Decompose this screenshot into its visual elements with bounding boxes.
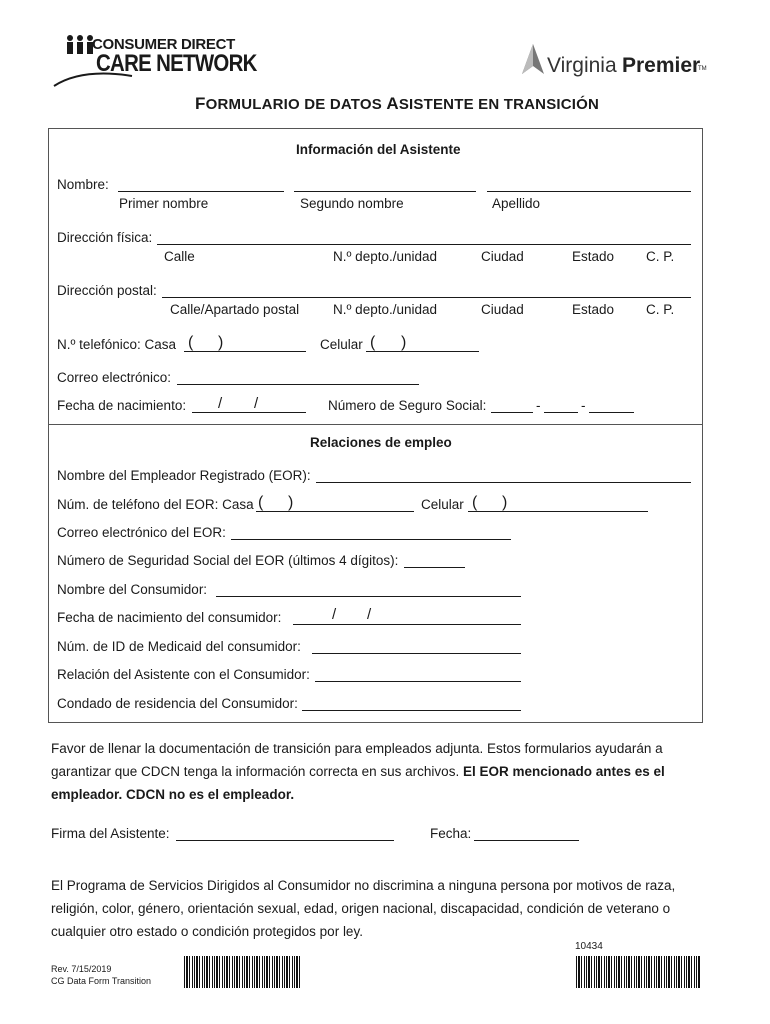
county-field[interactable] [302, 710, 521, 711]
instructions-text: Favor de llenar la documentación de transición para empleados adjunta. Estos formularios ayudarán a garantizar que CDCN tenga la información correcta en sus archivos. [51, 741, 663, 779]
physical-address-label: Dirección física: [57, 230, 153, 245]
section1-heading: Información del Asistente [296, 142, 461, 157]
email-label: Correo electrónico: [57, 370, 172, 385]
instructions-bold-text: El EOR mencionado antes es el empleador. CDCN no es el empleador. [51, 764, 665, 802]
phone-home-paren-open: ( [188, 334, 194, 351]
physical-address-field[interactable] [157, 244, 691, 245]
barcode-right [576, 956, 700, 988]
postal-address-label: Dirección postal: [57, 283, 157, 298]
ssn-field-2[interactable] [544, 412, 578, 413]
signature-label: Firma del Asistente: [51, 826, 170, 841]
phone-cell-paren-close: ) [401, 334, 407, 351]
signature-field[interactable] [176, 840, 394, 841]
unit-caption-2: N.º depto./unidad [333, 302, 438, 317]
signature-date-field[interactable] [474, 840, 579, 841]
eor-name-field[interactable] [316, 482, 691, 483]
unit-caption: N.º depto./unidad [333, 249, 438, 264]
vp-logo-light: Virginia [547, 54, 617, 77]
form-code: 10434 [575, 941, 603, 952]
ssn-field-3[interactable] [589, 412, 634, 413]
ssn-field-1[interactable] [491, 412, 533, 413]
eor-phone-paren-open: ( [258, 494, 264, 511]
vp-logo-tm: TM [698, 66, 707, 72]
cdcn-logo-line1: CONSUMER DIRECT [92, 36, 236, 53]
phone-home-paren-close: ) [218, 334, 224, 351]
zip-caption: C. P. [646, 249, 675, 264]
phone-cell-paren-open: ( [370, 334, 376, 351]
title-cap-1: F [195, 94, 206, 113]
instructions-paragraph [51, 737, 701, 806]
email-field[interactable] [177, 384, 419, 385]
virginia-premier-logo [520, 42, 720, 82]
city-caption: Ciudad [481, 249, 524, 264]
ssn-dash-2: - [581, 398, 586, 413]
form-title [195, 94, 599, 114]
cdcn-logo-line2: CARE NETWORK [96, 50, 257, 77]
eor-email-field[interactable] [231, 539, 511, 540]
relation-label: Relación del Asistente con el Consumidor: [57, 667, 310, 682]
first-name-field[interactable] [118, 191, 284, 192]
title-rest-2: SISTENTE EN TRANSICIÓN [398, 96, 600, 113]
cdcn-logo [52, 30, 257, 90]
ssn-dash-1: - [536, 398, 541, 413]
medicaid-label: Núm. de ID de Medicaid del consumidor: [57, 639, 301, 654]
consumer-dob-slash-1: / [332, 606, 337, 623]
eor-ssn-label: Número de Seguridad Social del EOR (últimos 4 dígitos): [57, 553, 399, 568]
consumer-name-label: Nombre del Consumidor: [57, 582, 208, 597]
swoosh-icon [52, 62, 142, 88]
consumer-dob-slash-2: / [367, 606, 372, 623]
dob-slash-2: / [254, 395, 259, 412]
eor-phone-paren-close: ) [288, 494, 294, 511]
middle-name-caption: Segundo nombre [300, 196, 404, 211]
title-rest-1: ORMULARIO DE DATOS [205, 96, 387, 113]
city-caption-2: Ciudad [481, 302, 524, 317]
form-name: CG Data Form Transition [51, 976, 152, 986]
barcode-left [184, 956, 300, 988]
medicaid-field[interactable] [312, 653, 521, 654]
eor-email-label: Correo electrónico del EOR: [57, 525, 226, 540]
form-box [48, 128, 703, 723]
section-divider [48, 424, 703, 425]
nondiscrimination-paragraph: El Programa de Servicios Dirigidos al Consumidor no discrimina a ninguna persona por motivos de raza, religión, color, género, orientación sexual, edad, origen nacional, discapacidad, condición de veterano o cualquier otro estado o condición protegidos por ley. [51, 878, 676, 939]
revision-date: Rev. 7/15/2019 [51, 964, 112, 974]
eor-cell-label: Celular [421, 497, 464, 512]
last-name-field[interactable] [487, 191, 691, 192]
vp-logo-bold: Premier [622, 54, 701, 77]
phone-cell-field[interactable] [366, 351, 479, 352]
zip-caption-2: C. P. [646, 302, 675, 317]
dob-label: Fecha de nacimiento: [57, 398, 187, 413]
state-caption-2: Estado [572, 302, 615, 317]
eor-cell-paren-open: ( [472, 494, 478, 511]
dob-field[interactable] [192, 412, 306, 413]
relation-field[interactable] [315, 681, 521, 682]
street-po-caption: Calle/Apartado postal [170, 302, 300, 317]
eor-phone-label: Núm. de teléfono del EOR: Casa [57, 497, 254, 512]
eor-ssn-field[interactable] [404, 567, 465, 568]
section2-heading: Relaciones de empleo [310, 435, 452, 450]
phone-cell-label: Celular [320, 337, 363, 352]
eor-cell-field[interactable] [468, 511, 648, 512]
ssn-label: Número de Seguro Social: [328, 398, 487, 413]
state-caption: Estado [572, 249, 615, 264]
consumer-dob-label: Fecha de nacimiento del consumidor: [57, 610, 282, 625]
middle-name-field[interactable] [294, 191, 476, 192]
dob-slash-1: / [218, 395, 223, 412]
postal-address-field[interactable] [162, 297, 691, 298]
county-label: Condado de residencia del Consumidor: [57, 696, 298, 711]
consumer-dob-field[interactable] [293, 624, 521, 625]
signature-date-label: Fecha: [430, 826, 472, 841]
phone-home-label: N.º telefónico: Casa [57, 337, 176, 352]
title-cap-2: A [386, 94, 399, 113]
street-caption: Calle [164, 249, 195, 264]
eor-name-label: Nombre del Empleador Registrado (EOR): [57, 468, 311, 483]
last-name-caption: Apellido [492, 196, 541, 211]
eor-cell-paren-close: ) [502, 494, 508, 511]
first-name-caption: Primer nombre [119, 196, 209, 211]
consumer-name-field[interactable] [216, 596, 521, 597]
phone-home-field[interactable] [184, 351, 306, 352]
vp-mark-icon [520, 42, 546, 76]
name-label: Nombre: [57, 177, 109, 192]
eor-phone-field[interactable] [256, 511, 414, 512]
